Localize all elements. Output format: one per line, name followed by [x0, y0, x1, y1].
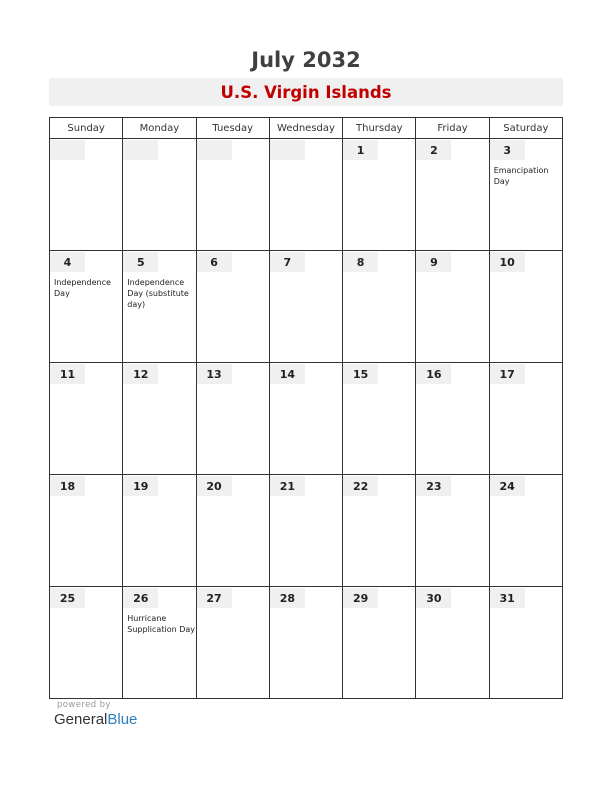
day-number: 3: [490, 140, 525, 160]
day-number: 13: [197, 364, 232, 384]
weekday-wednesday: Wednesday: [269, 118, 342, 139]
day-number: 20: [197, 476, 232, 496]
day-cell: [269, 587, 342, 699]
day-number: 23: [416, 476, 451, 496]
day-number: 2: [416, 140, 451, 160]
day-number: 22: [343, 476, 378, 496]
weekday-header-row: [50, 118, 563, 139]
day-cell: [343, 587, 416, 699]
weekday-sunday: Sunday: [50, 118, 123, 139]
calendar-grid: [49, 117, 563, 699]
day-cell: [416, 475, 489, 587]
day-cell: [196, 139, 269, 251]
day-cell: [196, 475, 269, 587]
day-cell: [489, 475, 562, 587]
day-cell: [196, 587, 269, 699]
day-cell: [416, 363, 489, 475]
week-row: [50, 139, 563, 251]
day-number: 11: [50, 364, 85, 384]
generalblue-logo: [54, 711, 137, 728]
day-number: 29: [343, 588, 378, 608]
day-number: 6: [197, 252, 232, 272]
week-row: [50, 363, 563, 475]
day-number: [123, 140, 158, 160]
day-cell: [196, 251, 269, 363]
day-number: 21: [270, 476, 305, 496]
day-cell: [123, 363, 196, 475]
day-cell: [50, 139, 123, 251]
day-cell: [416, 251, 489, 363]
day-cell: [123, 475, 196, 587]
day-cell: [50, 363, 123, 475]
day-number: 4: [50, 252, 85, 272]
day-number: 16: [416, 364, 451, 384]
day-number: 7: [270, 252, 305, 272]
holiday-label: Independence Day: [54, 278, 111, 298]
day-cell: [489, 139, 562, 251]
calendar-title: July 2032: [251, 48, 361, 72]
day-cell: [50, 251, 123, 363]
day-cell: [489, 251, 562, 363]
region-bar: [49, 78, 563, 106]
day-cell: [123, 587, 196, 699]
day-cell: [123, 251, 196, 363]
day-cell: [489, 363, 562, 475]
day-number: 26: [123, 588, 158, 608]
day-number: 5: [123, 252, 158, 272]
day-number: 9: [416, 252, 451, 272]
week-row: [50, 587, 563, 699]
day-number: 17: [490, 364, 525, 384]
day-cell: [50, 587, 123, 699]
day-number: 12: [123, 364, 158, 384]
day-number: 25: [50, 588, 85, 608]
day-cell: [269, 139, 342, 251]
day-number: 28: [270, 588, 305, 608]
region-name: U.S. Virgin Islands: [220, 83, 392, 102]
holiday-label: Hurricane Supplication Day: [127, 614, 195, 634]
brand-general: General: [54, 711, 108, 728]
day-number: 18: [50, 476, 85, 496]
day-cell: [343, 363, 416, 475]
day-number: 24: [490, 476, 525, 496]
holiday-label: Independence Day (substitute day): [127, 278, 189, 309]
day-cell: [123, 139, 196, 251]
weekday-friday: Friday: [416, 118, 489, 139]
day-number: 1: [343, 140, 378, 160]
day-cell: [50, 475, 123, 587]
day-number: 31: [490, 588, 525, 608]
day-number: [197, 140, 232, 160]
holiday-label: Emancipation Day: [493, 166, 549, 186]
footer-branding: [54, 700, 137, 728]
day-number: 27: [197, 588, 232, 608]
day-number: 30: [416, 588, 451, 608]
day-cell: [343, 475, 416, 587]
day-cell: [269, 475, 342, 587]
brand-blue: Blue: [107, 711, 138, 728]
day-cell: [269, 251, 342, 363]
weekday-monday: Monday: [123, 118, 196, 139]
day-cell: [269, 363, 342, 475]
day-number: 15: [343, 364, 378, 384]
day-cell: [416, 139, 489, 251]
day-number: 14: [270, 364, 305, 384]
powered-by-text: powered by: [57, 700, 111, 710]
day-cell: [416, 587, 489, 699]
day-number: 8: [343, 252, 378, 272]
day-cell: [196, 363, 269, 475]
day-number: [270, 140, 305, 160]
day-cell: [343, 139, 416, 251]
day-number: [50, 140, 85, 160]
day-number: 19: [123, 476, 158, 496]
day-cell: [343, 251, 416, 363]
weekday-thursday: Thursday: [343, 118, 416, 139]
week-row: [50, 251, 563, 363]
week-row: [50, 475, 563, 587]
weekday-saturday: Saturday: [489, 118, 562, 139]
day-cell: [489, 587, 562, 699]
day-number: 10: [490, 252, 525, 272]
weekday-tuesday: Tuesday: [196, 118, 269, 139]
